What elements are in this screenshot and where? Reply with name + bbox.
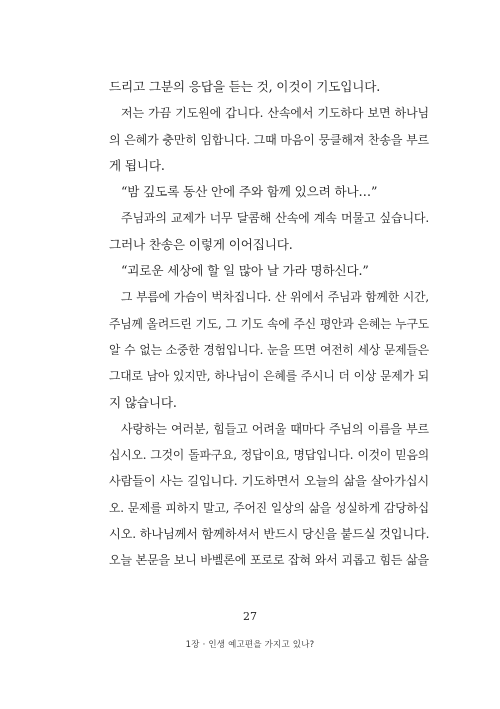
running-footer-title: 1장 · 인생 예고편을 가지고 있나? [185,640,315,650]
page-number: 27 [243,610,257,623]
text-line: 그러나 찬송은 이렇게 이어집니다. [109,236,293,252]
text-line: 주님께 올려드린 기도, 그 기도 속에 주신 평안과 은혜는 누구도 [109,316,429,331]
text-line: 오늘 본문을 보니 바벨론에 포로로 잡혀 와서 괴롭고 힘든 삶을 [109,553,429,568]
text-line: 그 부름에 가슴이 벅차집니다. 산 위에서 주님과 함께한 시간, [121,290,429,305]
text-line: 오. 문제를 피하지 말고, 주어진 일상의 삶을 성실하게 감당하십 [109,500,429,515]
text-line: 주님과의 교제가 너무 달콤해 산속에 계속 머물고 싶습니다. [121,211,429,226]
text-line: 사랑하는 여러분, 힘들고 어려울 때마다 주님의 이름을 부르 [121,421,429,436]
text-line: 시오. 하나님께서 함께하셔서 반드시 당신을 붙드실 것입니다. [109,527,430,542]
text-line: 사람들이 사는 길입니다. 기도하면서 오늘의 삶을 살아가십시 [109,474,429,489]
text-line: 드리고 그분의 응답을 듣는 것, 이것이 기도입니다. [109,79,381,94]
text-line: 그대로 남아 있지만, 하나님이 은혜를 주시니 더 이상 문제가 되 [109,369,429,384]
text-line: “밤 깊도록 동산 안에 주와 함께 있으려 하나…” [121,184,378,200]
text-line: 알 수 없는 소중한 경험입니다. 눈을 뜨면 여전히 세상 문제들은 [109,342,429,357]
text-line: “괴로운 세상에 할 일 많아 날 가라 명하신다.” [121,263,369,279]
text-line: 게 됩니다. [109,157,165,173]
body-text [109,74,429,574]
text-line: 저는 가끔 기도원에 갑니다. 산속에서 기도하다 보면 하나님 [121,106,429,121]
text-line: 지 않습니다. [109,394,177,410]
text-line: 의 은혜가 충만히 임합니다. 그때 마음이 뭉클해져 찬송을 부르 [109,132,429,147]
text-line: 십시오. 그것이 돌파구요, 정답이요, 명답입니다. 이것이 믿음의 [109,448,429,463]
